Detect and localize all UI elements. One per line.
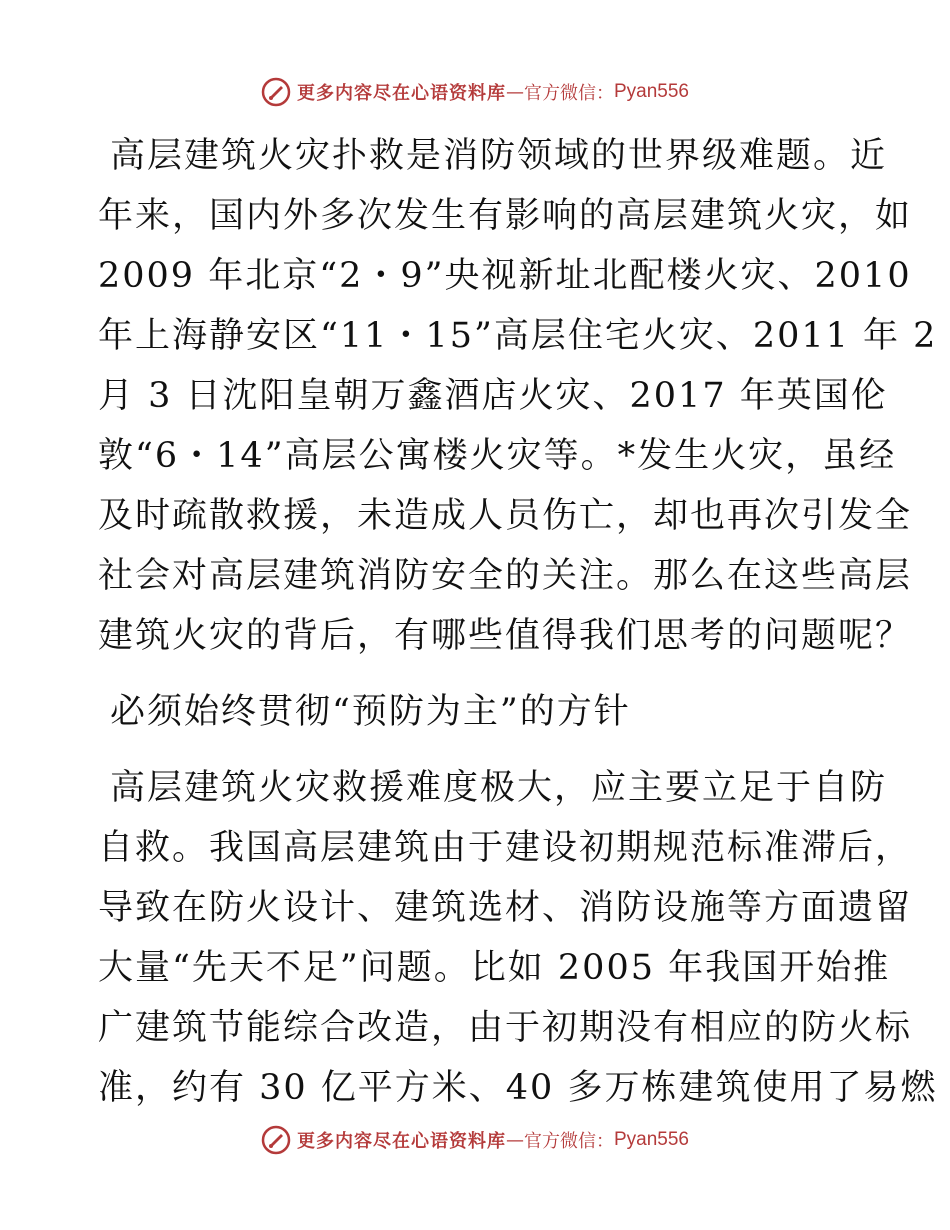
- watermark-id: Pyan556: [613, 1129, 689, 1150]
- paragraph-prevention: [98, 758, 938, 1118]
- text-line: 及时疏散救援，未造成人员伤亡，却也再次引发全: [98, 496, 913, 536]
- section-heading: [98, 682, 858, 742]
- text-line: 导致在防火设计、建筑选材、消防设施等方面遗留: [98, 888, 913, 928]
- watermark-text: 更多内容尽在心语资料库: [296, 1131, 506, 1152]
- watermark-separator: —: [505, 81, 524, 103]
- text-line: 大量“先天不足”问题。比如 2005 年我国开始推: [98, 948, 891, 988]
- watermark-id: Pyan556: [613, 81, 689, 102]
- text-line: 年上海静安区“11・15”高层住宅火灾、2011 年 2: [98, 316, 938, 356]
- text-line: 自救。我国高层建筑由于建设初期规范标准滞后，: [98, 828, 913, 868]
- paragraph-intro: [98, 126, 938, 666]
- text-line: 月 3 日沈阳皇朝万鑫酒店火灾、2017 年英国伦: [98, 376, 888, 416]
- document-body: [98, 126, 938, 1118]
- text-line: 敦“6・14”高层公寓楼火灾等。*发生火灾，虽经: [98, 436, 897, 476]
- text-line: 建筑火灾的背后，有哪些值得我们思考的问题呢？: [98, 616, 913, 656]
- watermark-separator: —: [505, 1129, 524, 1151]
- watermark-official-label: 官方微信：: [523, 1131, 614, 1152]
- footer-watermark: [0, 1120, 950, 1160]
- text-line: 年来，国内外多次发生有影响的高层建筑火灾，如: [98, 196, 913, 236]
- watermark-logo-icon: [261, 1125, 291, 1155]
- text-line: 广建筑节能综合改造，由于初期没有相应的防火标: [98, 1008, 913, 1048]
- text-line: 准，约有 30 亿平方米、40 多万栋建筑使用了易燃: [98, 1068, 938, 1108]
- watermark-official-label: 官方微信：: [523, 83, 614, 104]
- watermark-logo-icon: [261, 77, 291, 107]
- watermark-text: 更多内容尽在心语资料库: [296, 83, 506, 104]
- text-line: 社会对高层建筑消防安全的关注。那么在这些高层: [98, 556, 913, 596]
- header-watermark: [0, 72, 950, 112]
- text-line: 高层建筑火灾扑救是消防领域的世界级难题。近: [110, 136, 888, 176]
- text-line: 2009 年北京“2・9”央视新址北配楼火灾、2010: [98, 256, 912, 296]
- heading-line: 必须始终贯彻“预防为主”的方针: [110, 692, 631, 732]
- text-line: 高层建筑火灾救援难度极大，应主要立足于自防: [110, 768, 888, 808]
